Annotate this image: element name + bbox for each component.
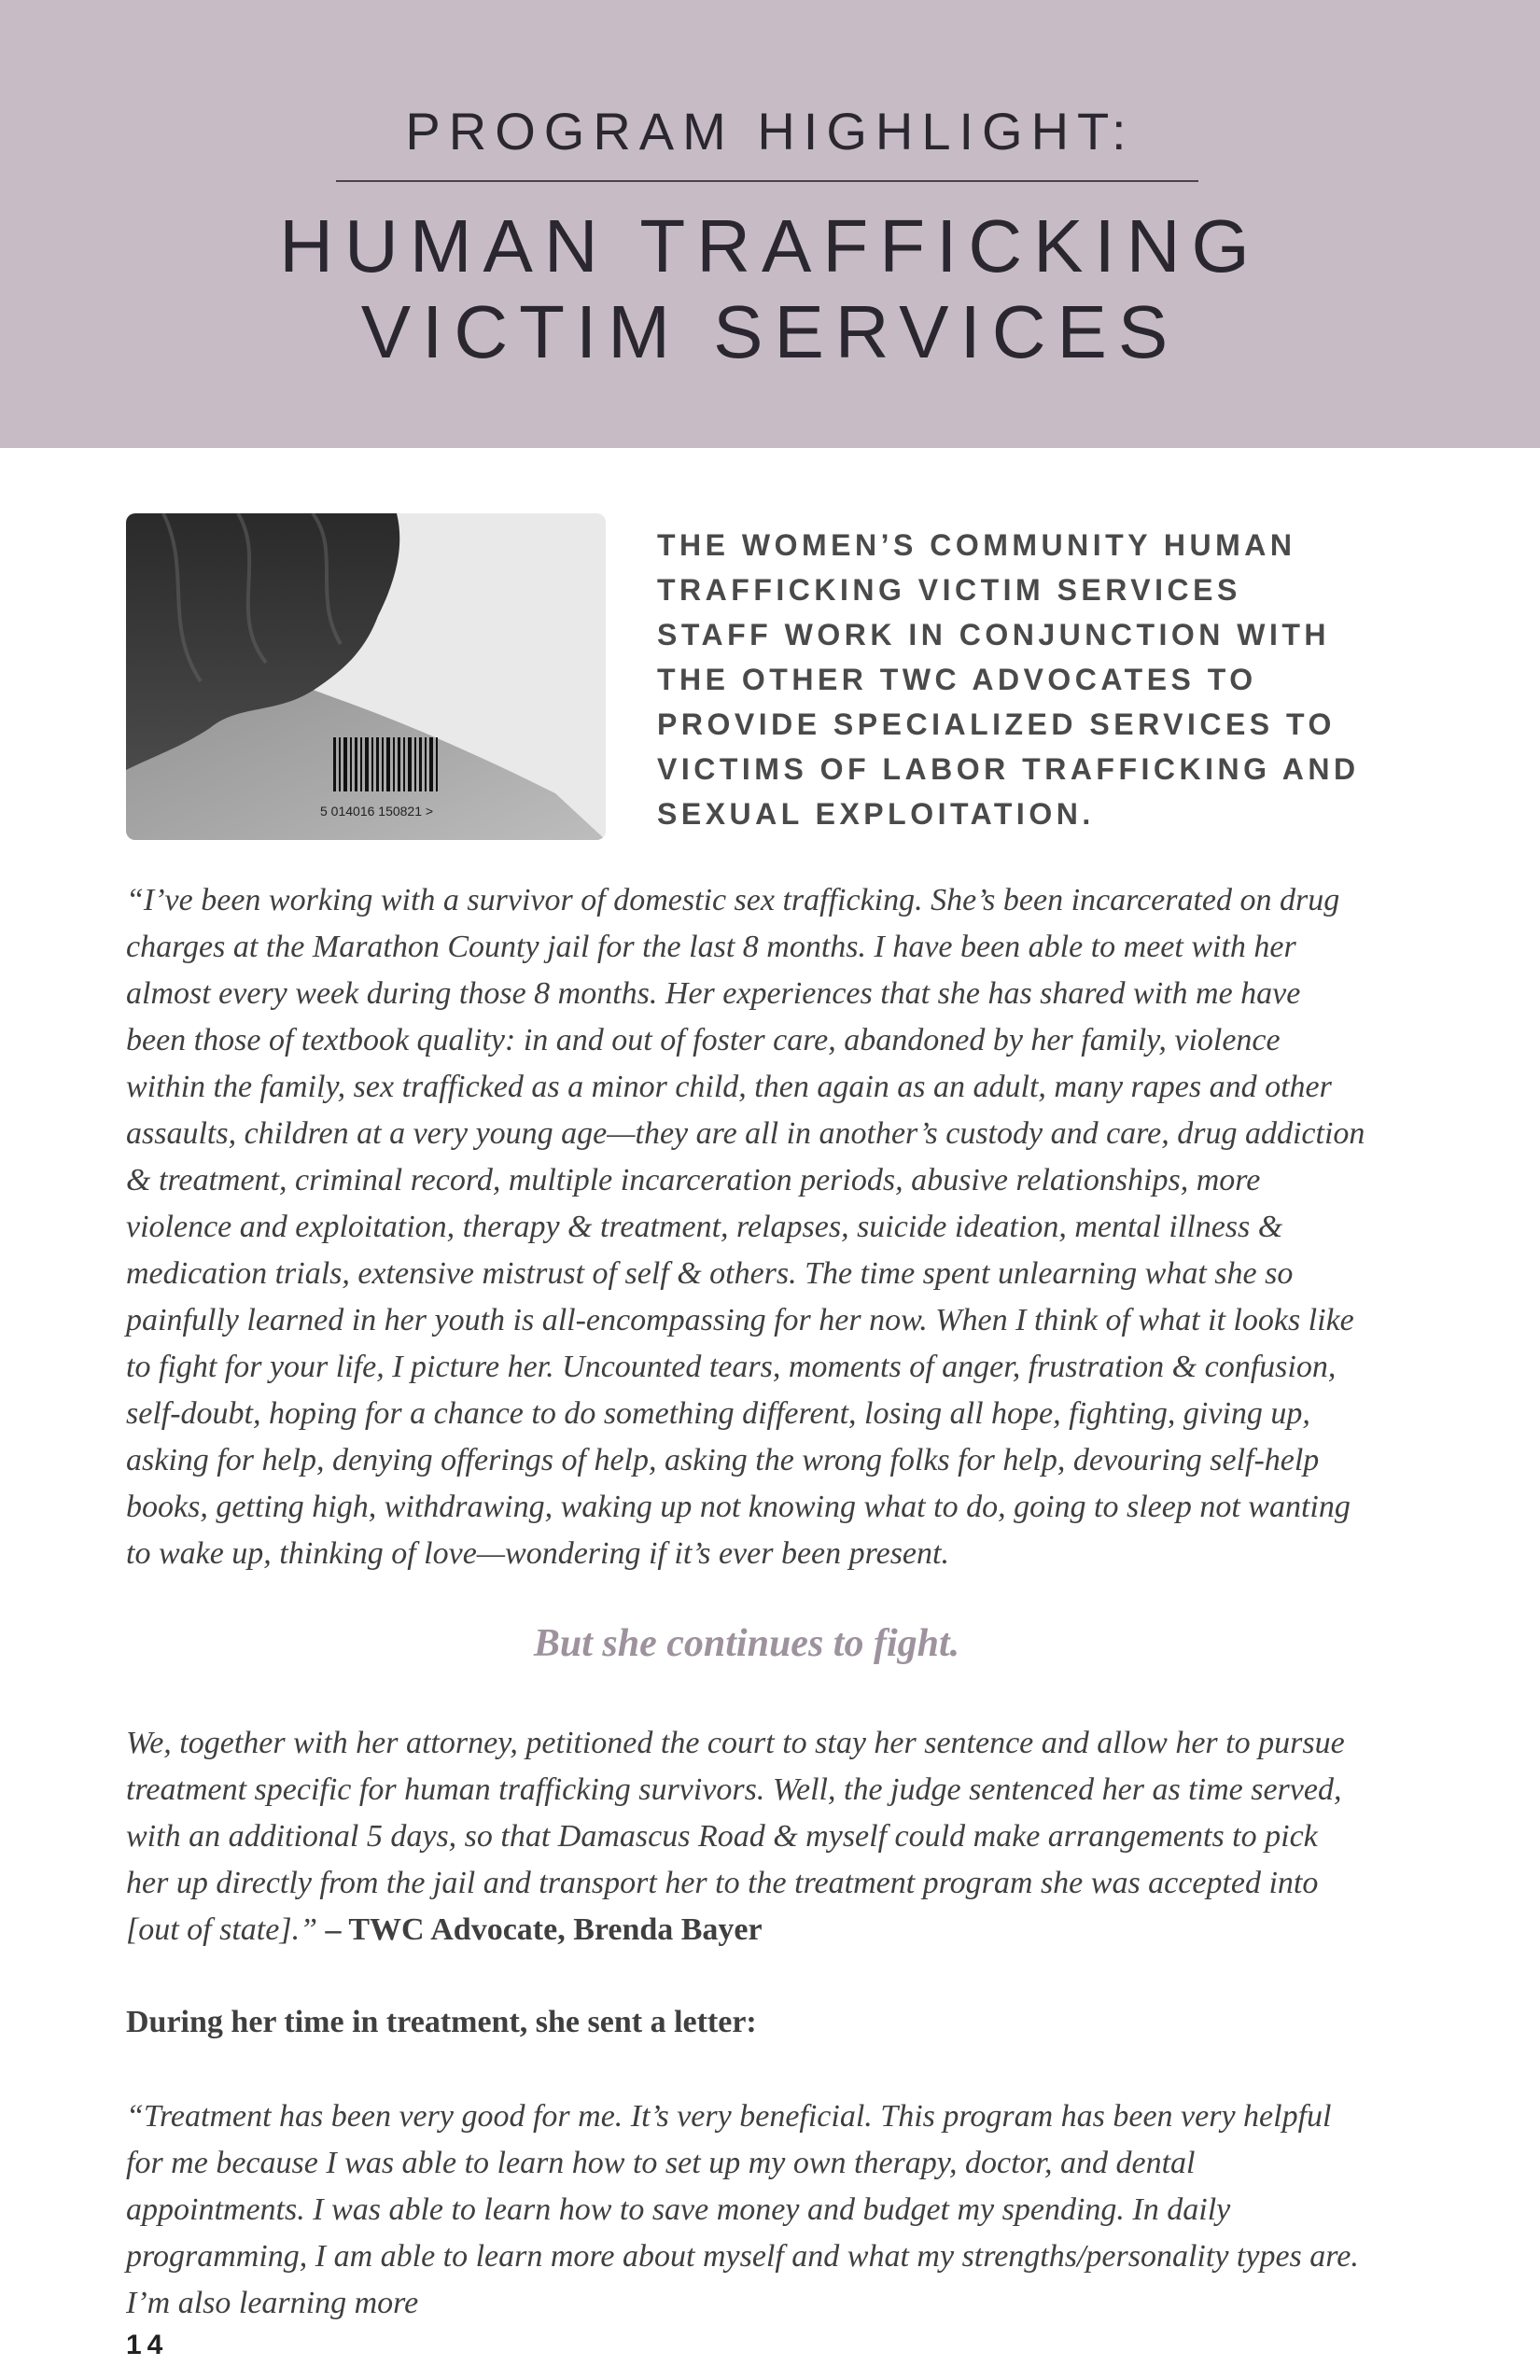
header-banner (0, 0, 1540, 448)
title-line-2: VICTIM SERVICES (360, 290, 1180, 373)
barcode-digits: 5 014016 150821 > (320, 804, 434, 819)
advocate-quote: “I’ve been working with a survivor of domestic sex trafficking. She’s been incarcerated on drug charges at the Marathon County jail for the last 8 months. I have been able to meet with her almost every week during those 8 months. Her experiences that she has shared with me have been those of textbook quality: in and out of foster care, abandoned by her family, violence within the family, sex trafficked as a minor child, then again as an adult, many rapes and other assaults, children at a very young age—they are all in another’s custody and care, drug addiction & treatment, criminal record, multiple incarceration periods, abusive relationships, more violence and exploitation, therapy & treatment, relapses, suicide ideation, mental illness & medication trials, extensive mistrust of self & others. The time spent unlearning what she so painfully learned in her youth is all-encompassing for her now. When I think of what it looks like to fight for your life, I picture her. Uncounted tears, moments of anger, frustration & confusion, self-doubt, hoping for a chance to do something different, losing all hope, fighting, giving up, asking for help, denying offerings of help, asking the wrong folks for help, devouring self-help books, getting high, withdrawing, waking up not knowing what to do, going to sleep not wanting to wake up, thinking of love—wondering if it’s ever been present. (126, 883, 1365, 1571)
lead-paragraph: THE WOMEN’S COMMUNITY HUMAN TRAFFICKING VICTIM SERVICES STAFF WORK IN CONJUNCTION WITH THE OTHER TWC ADVOCATES TO PROVIDE SPECIALIZED SERVICES TO VICTIMS OF LABOR TRAFFICKING AND SEXUAL EXPLOITATION. (657, 528, 1360, 831)
title-line-1: HUMAN TRAFFICKING (279, 204, 1261, 287)
quote-attribution: – TWC Advocate, Brenda Bayer (316, 1912, 763, 1947)
header-divider (336, 180, 1198, 182)
pull-quote: But she continues to fight. (533, 1622, 960, 1665)
advocate-quote-continued (126, 1720, 1367, 1953)
advocate-quote-continued-text: We, together with her attorney, petitioned the court to stay her sentence and allow her to pursue treatment specific for human trafficking survivors. Well, the judge sentenced her as time served, with an additional 5 days, so that Damascus Road & myself could make arrangements to pick her up directly from the jail and transport her to the treatment program she was accepted into [out of state].” (126, 1726, 1345, 1947)
section-eyebrow: PROGRAM HIGHLIGHT: (405, 102, 1135, 161)
barcode-tattoo-photo (126, 513, 606, 840)
survivor-letter-quote: “Treatment has been very good for me. It’s very beneficial. This program has been very helpful for me because I was able to learn how to set up my own therapy, doctor, and dental appointments. I was able to learn how to save money and budget my spending. In daily programming, I am able to learn more about myself and what my strengths/personality types are. I’m also learning more (126, 2099, 1359, 2320)
page-number: 14 (126, 2330, 169, 2360)
page-title (0, 203, 1540, 375)
letter-intro: During her time in treatment, she sent a letter: (126, 2005, 757, 2039)
